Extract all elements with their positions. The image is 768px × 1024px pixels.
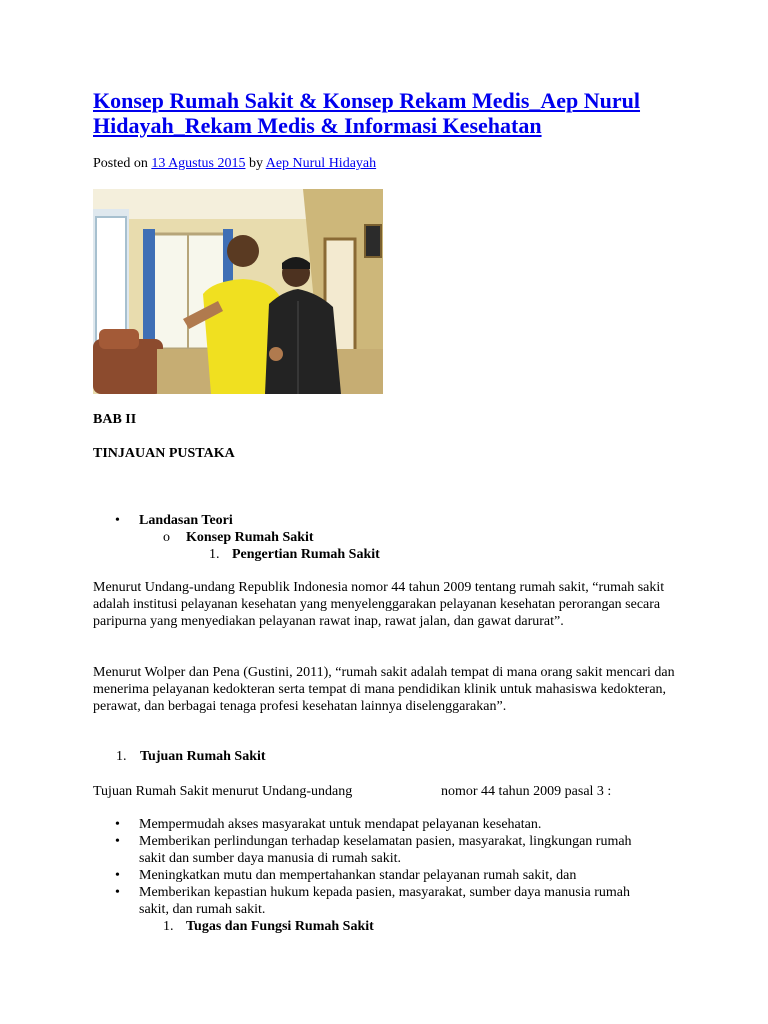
list-item-pengertian: Pengertian Rumah Sakit	[232, 547, 380, 562]
circle-bullet-icon: o	[163, 530, 170, 545]
posted-on-label: Posted on	[93, 156, 148, 171]
tujuan-item: Meningkatkan mutu dan mempertahankan standar pelayanan rumah sakit, dan	[139, 868, 577, 883]
post-meta	[93, 155, 376, 172]
list-number: 1.	[116, 749, 127, 764]
tujuan-item: Memberikan kepastian hukum kepada pasien, masyarakat, sumber daya manusia rumah sakit, dan rumah sakit.	[139, 885, 631, 917]
post-title-link[interactable]: Konsep Rumah Sakit & Konsep Rekam Medis_Aep Nurul Hidayah_Rekam Medis & Informasi Kesehatan	[93, 88, 641, 138]
post-photo	[93, 189, 383, 394]
bullet-icon: •	[115, 885, 120, 900]
post-title	[93, 88, 683, 138]
bullet-icon: •	[115, 868, 120, 883]
tujuan-item: Memberikan perlindungan terhadap keselamatan pasien, masyarakat, lingkungan rumah sakit dan sumber daya manusia di rumah sakit.	[139, 834, 632, 866]
list-item-konsep-rumah-sakit: Konsep Rumah Sakit	[186, 530, 314, 545]
chapter-label: BAB II	[93, 412, 137, 427]
bullet-icon: •	[115, 513, 120, 528]
list-number: 1.	[209, 547, 220, 562]
paragraph-definition-uu: Menurut Undang-undang Republik Indonesia nomor 44 tahun 2009 tentang rumah sakit, “rumah sakit adalah institusi pelayanan kesehatan yang menyelenggarakan pelayanan kesehatan perorangan secara paripurna yang menyediakan pelayanan rawat inap, rawat jalan, dan gawat darurat”.	[93, 580, 665, 629]
paragraph-definition-wolper: Menurut Wolper dan Pena (Gustini, 2011), “rumah sakit adalah tempat di mana orang sakit mencari dan menerima pelayanan kedokteran serta tempat di mana pendidikan klinik untuk mahasiswa kedokteran, perawat, dan berbagai tenaga profesi kesehatan lainnya diselenggarakan”.	[93, 665, 675, 714]
section-title: TINJAUAN PUSTAKA	[93, 446, 235, 461]
tujuan-item: Mempermudah akses masyarakat untuk mendapat pelayanan kesehatan.	[139, 817, 542, 832]
bullet-icon: •	[115, 817, 120, 832]
post-author-link[interactable]: Aep Nurul Hidayah	[265, 156, 377, 171]
list-item-tugas-fungsi: Tugas dan Fungsi Rumah Sakit	[186, 919, 374, 934]
tujuan-intro-part-a: Tujuan Rumah Sakit menurut Undang-undang	[93, 784, 353, 799]
bullet-icon: •	[115, 834, 120, 849]
post-date-link[interactable]: 13 Agustus 2015	[151, 156, 246, 171]
list-number: 1.	[163, 919, 174, 934]
list-item-landasan-teori: Landasan Teori	[139, 513, 233, 528]
tujuan-intro-part-b: nomor 44 tahun 2009 pasal 3 :	[441, 784, 612, 799]
list-item-tujuan-heading: Tujuan Rumah Sakit	[140, 749, 266, 764]
by-label: by	[248, 156, 263, 171]
photo-illustration	[93, 189, 383, 394]
